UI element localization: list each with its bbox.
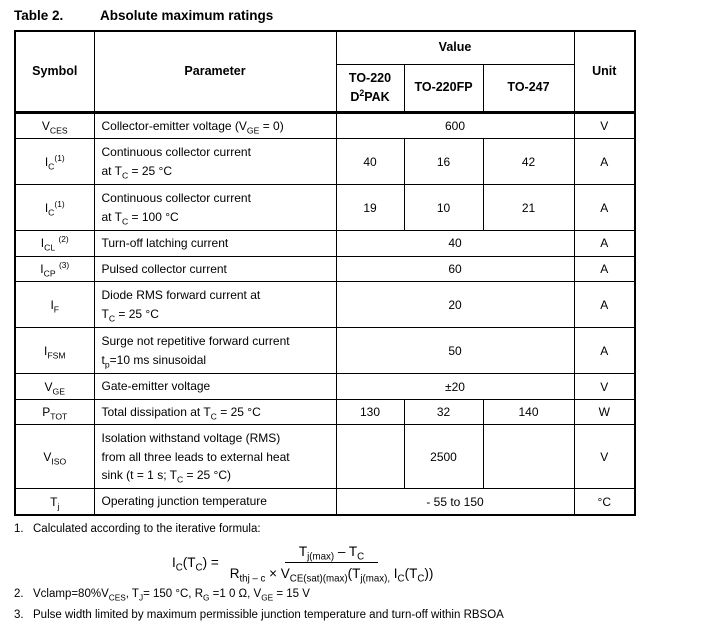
ratings-table (14, 30, 636, 516)
header-symbol: Symbol (15, 31, 94, 112)
unit-cell: °C (574, 489, 635, 515)
table-row (15, 489, 635, 515)
parameter-cell: Collector-emitter voltage $(V_{GE} = 0)$ (94, 112, 336, 139)
symbol-cell: $I_C^{(1)}$ (15, 185, 94, 231)
footnote-3 (14, 608, 704, 624)
symbol-cell: $T_j$ (15, 489, 94, 515)
table-title-label: Table 2. (14, 8, 64, 23)
value-cell: 2500 (404, 425, 483, 489)
symbol-cell: $P_{TOT}$ (15, 399, 94, 425)
formula-lhs: $I_C(T_C)$ = (172, 554, 219, 574)
footnote-3-text: Pulse width limited by maximum permissible junction temperature and turn-off within RBSOA (33, 609, 504, 622)
header-value: Value (336, 31, 574, 64)
header-parameter: Parameter (94, 31, 336, 112)
footnote-2-number: 2. (14, 587, 24, 600)
formula-numerator: $T_{j(max)} - T_C$ (285, 544, 378, 563)
header-package-to220-d2pak: TO-220 $D^2PAK$ (336, 64, 404, 112)
value-cell: 20 (336, 282, 574, 328)
value-cell: 16 (404, 139, 483, 185)
unit-cell: A (574, 282, 635, 328)
value-cell: 40 (336, 231, 574, 257)
value-cell: 130 (336, 399, 404, 425)
value-cell: - 55 to 150 (336, 489, 574, 515)
footnote-1-text: Calculated according to the iterative formula: (33, 523, 261, 536)
value-cell: 32 (404, 399, 483, 425)
value-cell: 40 (336, 139, 404, 185)
formula-denominator: $R_{thj - c} \times V_{CE(sat)(max)}(T_{j(max),}$ $I_C(T_C)$) (229, 565, 434, 585)
table-row (15, 256, 635, 282)
footnote-1-number: 1. (14, 523, 24, 536)
table-title (14, 8, 714, 23)
unit-cell: V (574, 425, 635, 489)
table-row (15, 425, 635, 489)
footnote-2-text: $Vclamp=80\%V_{CES}$, $T_J= 150$ °C, $R_G =1$ 0 Ω, $V_{GE} = 15$ V (33, 587, 310, 602)
footnote-1 (14, 522, 704, 538)
table-row (15, 185, 635, 231)
table-row (15, 139, 635, 185)
table-row (15, 328, 635, 374)
unit-cell: A (574, 256, 635, 282)
unit-cell: V (574, 374, 635, 400)
header-row-value (15, 31, 635, 64)
table-row (15, 374, 635, 400)
symbol-cell: $I_{FSM}$ (15, 328, 94, 374)
table-title-text: Absolute maximum ratings (100, 8, 274, 23)
symbol-cell: $V_{ISO}$ (15, 425, 94, 489)
symbol-cell: $I_{CP}$ $^{(3)}$ (15, 256, 94, 282)
value-cell: 21 (483, 185, 574, 231)
parameter-cell: Pulsed collector current (94, 256, 336, 282)
unit-cell: A (574, 185, 635, 231)
parameter-cell: Gate-emitter voltage (94, 374, 336, 400)
parameter-cell: Surge not repetitive forward current $t_p=10$ ms sinusoidal (94, 328, 336, 374)
unit-cell: V (574, 112, 635, 139)
value-cell (483, 425, 574, 489)
value-cell: ±20 (336, 374, 574, 400)
parameter-cell: Continuous collector current at $T_C = 25$ °C (94, 139, 336, 185)
parameter-cell: Continuous collector current at $T_C = 100$ °C (94, 185, 336, 231)
value-cell: 10 (404, 185, 483, 231)
header-package-to247: TO-247 (483, 64, 574, 112)
value-cell: 50 (336, 328, 574, 374)
value-cell: 140 (483, 399, 574, 425)
table-row (15, 399, 635, 425)
table-header (15, 31, 635, 112)
unit-cell: A (574, 231, 635, 257)
table-row (15, 231, 635, 257)
parameter-cell: Operating junction temperature (94, 489, 336, 515)
value-cell: 60 (336, 256, 574, 282)
symbol-cell: $V_{CES}$ (15, 112, 94, 139)
parameter-cell: Isolation withstand voltage (RMS) from all three leads to external heat sink (t = 1 s; $T_C = 25$ °C) (94, 425, 336, 489)
table-body (15, 112, 635, 515)
footnotes (14, 522, 704, 624)
symbol-cell: $I_C^{(1)}$ (15, 139, 94, 185)
table-row (15, 112, 635, 139)
symbol-cell: $I_F$ (15, 282, 94, 328)
parameter-cell: Total dissipation at $T_C = 25$ °C (94, 399, 336, 425)
iterative-formula (172, 543, 704, 585)
unit-cell: W (574, 399, 635, 425)
symbol-cell: $V_{GE}$ (15, 374, 94, 400)
unit-cell: A (574, 139, 635, 185)
unit-cell: A (574, 328, 635, 374)
table-row (15, 282, 635, 328)
header-unit: Unit (574, 31, 635, 112)
value-cell: 42 (483, 139, 574, 185)
footnote-3-number: 3. (14, 609, 24, 622)
value-cell (336, 425, 404, 489)
value-cell: 600 (336, 112, 574, 139)
parameter-cell: Turn-off latching current (94, 231, 336, 257)
footnote-2 (14, 587, 704, 603)
header-package-to220fp: TO-220FP (404, 64, 483, 112)
value-cell: 19 (336, 185, 404, 231)
symbol-cell: $I_{CL}$ $^{(2)}$ (15, 231, 94, 257)
parameter-cell: Diode RMS forward current at $T_C = 25$ °C (94, 282, 336, 328)
formula-fraction (226, 543, 438, 585)
